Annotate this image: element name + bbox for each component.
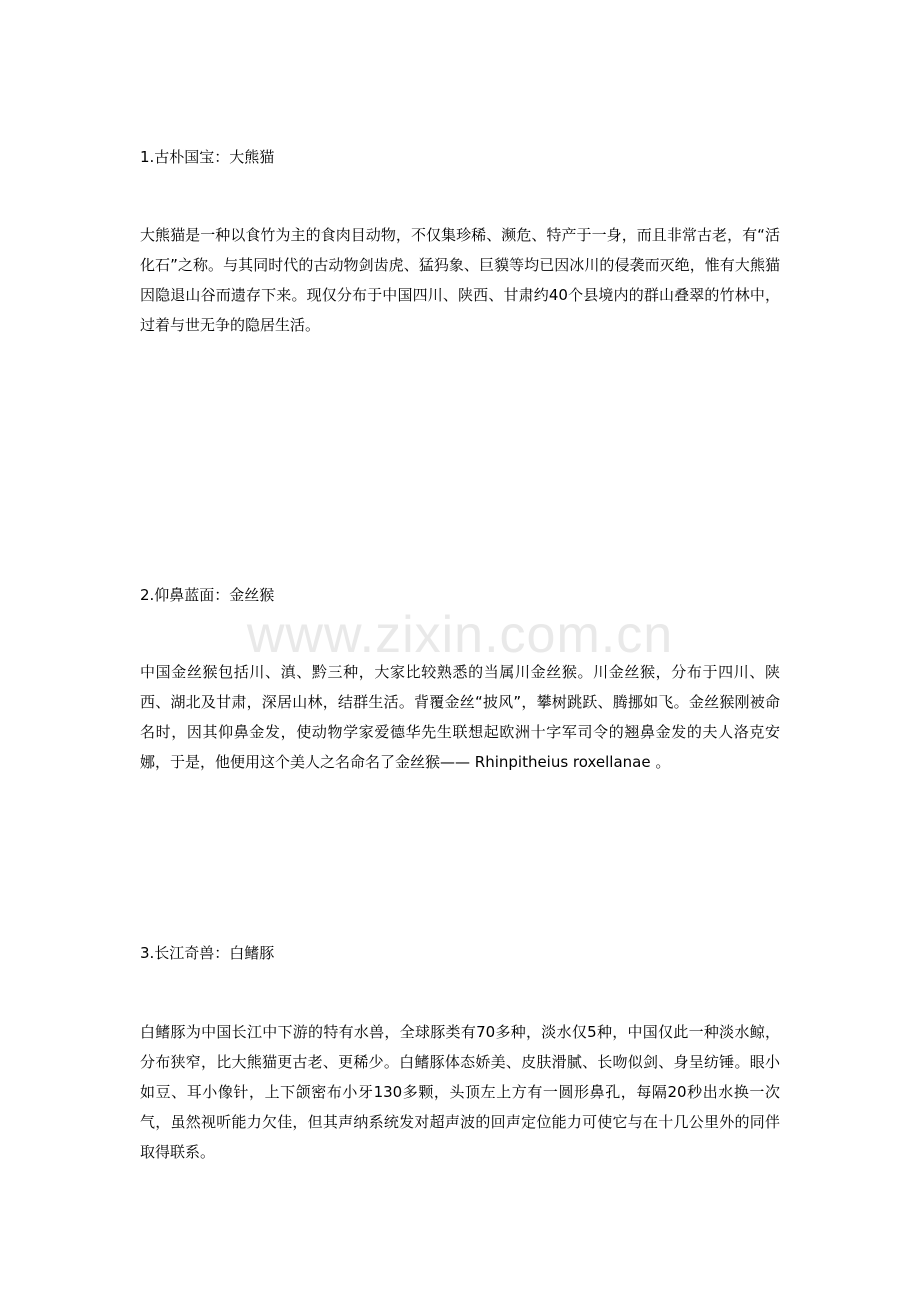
- section-body-golden-monkey: 中国金丝猴包括川、滇、黔三种，大家比较熟悉的当属川金丝猴。川金丝猴，分布于四川、陕西、湖北及甘肃，深居山林，结群生活。背覆金丝“披风”，攀树跳跃、腾挪如飞。金丝猴刚被命名时，因其仰鼻金发，使动物学家爱德华先生联想起欧洲十字军司令的翘鼻金发的夫人洛克安娜，于是，他便用这个美人之名命名了金丝猴—— Rhinpitheius roxellanae 。: [140, 663, 780, 771]
- section-heading-panda: 1.古朴国宝：大熊猫: [140, 148, 275, 166]
- watermark-text: www.zixin.com.cn: [246, 606, 674, 664]
- section-heading-baiji: 3.长江奇兽：白鳍豚: [140, 944, 275, 962]
- section-heading-golden-monkey: 2.仰鼻蓝面：金丝猴: [140, 586, 275, 604]
- section-body-panda: 大熊猫是一种以食竹为主的食肉目动物，不仅集珍稀、濒危、特产于一身，而且非常古老，有“活化石”之称。与其同时代的古动物剑齿虎、猛犸象、巨貘等均已因冰川的侵袭而灭绝，惟有大熊猫因隐退山谷而遗存下来。现仅分布于中国四川、陕西、甘肃约40个县境内的群山叠翠的竹林中，过着与世无争的隐居生活。: [140, 226, 780, 334]
- section-body-baiji: 白鳍豚为中国长江中下游的特有水兽，全球豚类有70多种，淡水仅5种，中国仅此一种淡水鲸，分布狭窄，比大熊猫更古老、更稀少。白鳍豚体态娇美、皮肤滑腻、长吻似剑、身呈纺锤。眼小如豆、耳小像针，上下颌密布小牙130多颗，头顶左上方有一圆形鼻孔，每隔20秒出水换一次气，虽然视听能力欠佳，但其声纳系统发对超声波的回声定位能力可使它与在十几公里外的同伴取得联系。: [140, 1023, 780, 1161]
